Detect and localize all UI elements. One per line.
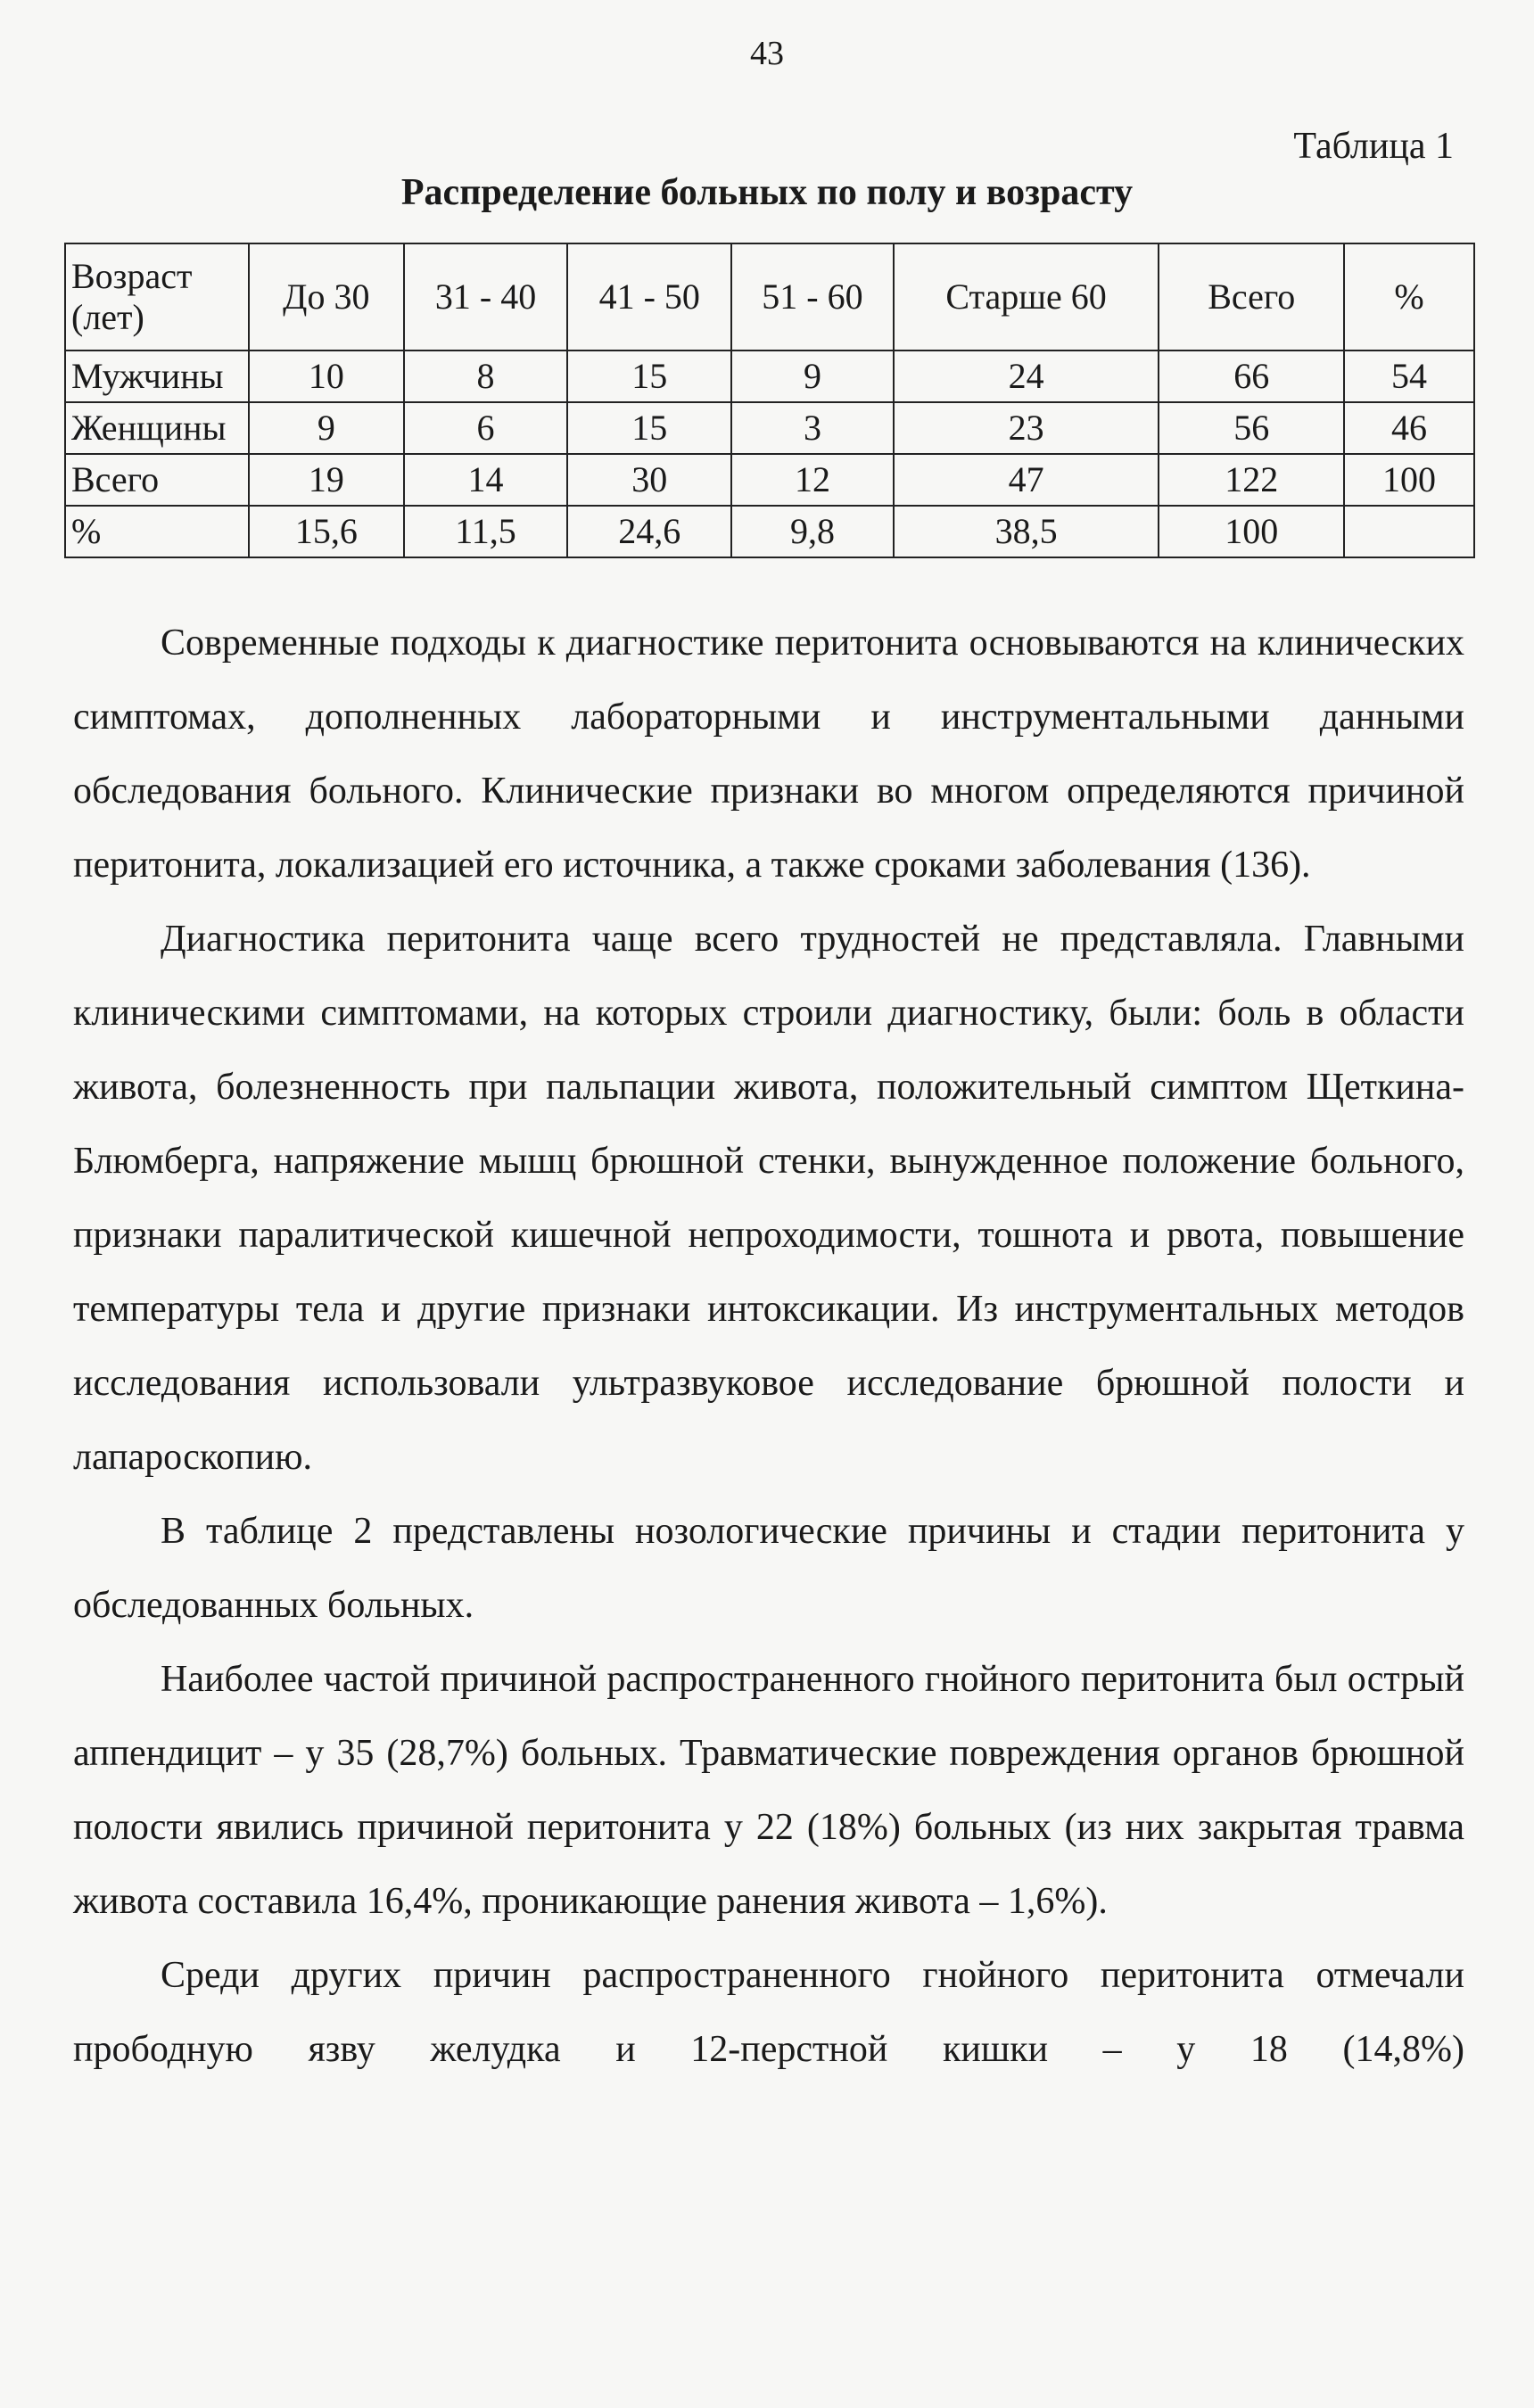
- table-cell: 8: [404, 350, 568, 402]
- table-header-cell: 31 - 40: [404, 243, 568, 350]
- table-cell: 47: [894, 454, 1159, 506]
- paragraph: Среди других причин распространенного гнойного перитонита отмечали прободную язву желудка и 12-перстной кишки – у 18 (14,8%): [73, 1955, 1464, 2070]
- table-cell: 38,5: [894, 506, 1159, 557]
- table-cell: 12: [731, 454, 894, 506]
- table-cell: 9: [731, 350, 894, 402]
- table-cell: 3: [731, 402, 894, 454]
- table-title: Распределение больных по полу и возрасту: [400, 172, 1134, 213]
- table-cell: [1344, 506, 1474, 557]
- table-cell: 11,5: [404, 506, 568, 557]
- table-cell: 23: [894, 402, 1159, 454]
- distribution-table: [64, 243, 1475, 558]
- table-cell: 14: [404, 454, 568, 506]
- page-number: 43: [750, 35, 784, 72]
- table-header-cell: Возраст (лет): [65, 243, 249, 350]
- table-header-row: [65, 243, 1474, 350]
- table-header-cell: Всего: [1159, 243, 1344, 350]
- table-cell: 56: [1159, 402, 1344, 454]
- table-cell: 30: [567, 454, 731, 506]
- table-cell: 10: [249, 350, 404, 402]
- table-cell: Женщины: [65, 402, 249, 454]
- table-cell: %: [65, 506, 249, 557]
- table-cell: 100: [1159, 506, 1344, 557]
- table-cell: 24: [894, 350, 1159, 402]
- table-header-cell: %: [1344, 243, 1474, 350]
- paragraph: Диагностика перитонита чаще всего трудностей не представляла. Главными клиническими симптомами, на которых строили диагностику, были: боль в области живота, болезненность при пальпации живота, положительный симптом Щеткина-Блюмберга, напряжение мышц брюшной стенки, вынужденное положение больного, признаки паралитической кишечной непроходимости, тошнота и рвота, повышение температуры тела и другие признаки интоксикации. Из инструментальных методов исследования использовали ультразвуковое исследование брюшной полости и лапароскопию.: [73, 919, 1464, 1478]
- table-cell: 66: [1159, 350, 1344, 402]
- table-row: [65, 402, 1474, 454]
- table-cell: 100: [1344, 454, 1474, 506]
- table-cell: 15: [567, 350, 731, 402]
- paragraph: Современные подходы к диагностике перитонита основываются на клинических симптомах, дополненных лабораторными и инструментальными данными обследования больного. Клинические признаки во многом определяются причиной перитонита, локализацией его источника, а также сроками заболевания (136).: [73, 623, 1464, 886]
- table-cell: 6: [404, 402, 568, 454]
- table-cell: 24,6: [567, 506, 731, 557]
- table-row: [65, 454, 1474, 506]
- table-cell: 15,6: [249, 506, 404, 557]
- table-header-cell: До 30: [249, 243, 404, 350]
- table-caption: Таблица 1: [1293, 126, 1454, 167]
- table-cell: Мужчины: [65, 350, 249, 402]
- table-cell: 122: [1159, 454, 1344, 506]
- paragraph: Наиболее частой причиной распространенного гнойного перитонита был острый аппендицит – у 35 (28,7%) больных. Травматические повреждения органов брюшной полости явились причиной перитонита у 22 (18%) больных (из них закрытая травма живота составила 16,4%, проникающие ранения живота – 1,6%).: [73, 1659, 1464, 1922]
- table-cell: 46: [1344, 402, 1474, 454]
- table-cell: 9: [249, 402, 404, 454]
- paragraph: В таблице 2 представлены нозологические причины и стадии перитонита у обследованных больных.: [73, 1511, 1464, 1626]
- table-cell: 9,8: [731, 506, 894, 557]
- table-cell: 54: [1344, 350, 1474, 402]
- table-header-cell: 51 - 60: [731, 243, 894, 350]
- body-text: [73, 606, 1464, 2087]
- table-row: [65, 506, 1474, 557]
- table-header-cell: Старше 60: [894, 243, 1159, 350]
- table-row: [65, 350, 1474, 402]
- table-cell: 19: [249, 454, 404, 506]
- table-cell: 15: [567, 402, 731, 454]
- table-cell: Всего: [65, 454, 249, 506]
- table-header-cell: 41 - 50: [567, 243, 731, 350]
